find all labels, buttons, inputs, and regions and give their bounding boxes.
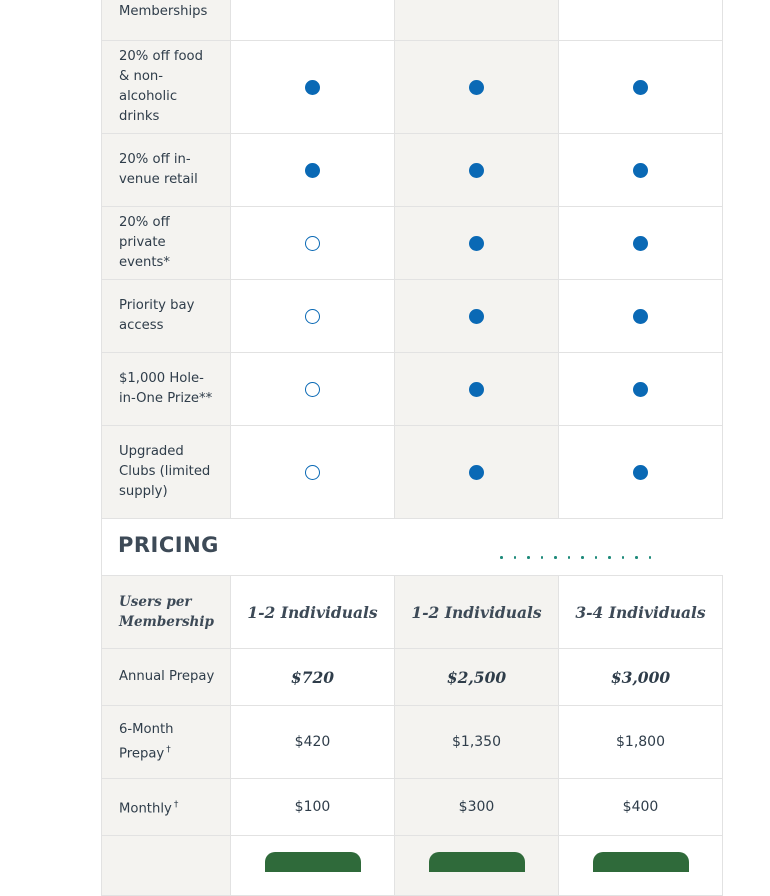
included-dot-icon <box>469 163 484 178</box>
feature-cell <box>559 426 723 519</box>
feature-label: 20% off private events* <box>101 207 231 280</box>
users-cell: 1-2 Individuals <box>231 576 395 649</box>
feature-label: 20% off food & non-alcoholic drinks <box>101 41 231 134</box>
included-dot-icon <box>469 465 484 480</box>
feature-cell <box>395 134 559 207</box>
included-dot-icon <box>633 465 648 480</box>
carousel-dot[interactable] <box>568 556 571 559</box>
feature-label: $1,000 Hole-in-One Prize** <box>101 353 231 426</box>
not-included-circle-icon <box>305 236 320 251</box>
monthly-price: $300 <box>395 779 559 836</box>
feature-cell <box>395 0 559 41</box>
feature-cell <box>395 353 559 426</box>
feature-cell <box>559 0 723 41</box>
carousel-dots <box>500 556 651 559</box>
feature-cell <box>231 41 395 134</box>
carousel-dot[interactable] <box>581 556 584 559</box>
button-cell <box>231 836 395 896</box>
select-plan-button[interactable] <box>429 852 525 872</box>
dagger-footnote: † <box>166 744 171 755</box>
not-included-circle-icon <box>305 382 320 397</box>
users-label: Users per Membership <box>101 576 231 649</box>
feature-cell <box>559 134 723 207</box>
not-included-circle-icon <box>305 309 320 324</box>
monthly-price: $400 <box>559 779 723 836</box>
membership-comparison-table <box>101 0 706 853</box>
included-dot-icon <box>633 163 648 178</box>
feature-cell <box>231 207 395 280</box>
carousel-dot[interactable] <box>649 556 652 559</box>
feature-cell <box>231 280 395 353</box>
button-cell <box>559 836 723 896</box>
not-included-circle-icon <box>305 465 320 480</box>
button-cell <box>395 836 559 896</box>
feature-cell <box>231 353 395 426</box>
carousel-dot[interactable] <box>554 556 557 559</box>
carousel-dot[interactable] <box>595 556 598 559</box>
annual-price: $2,500 <box>395 649 559 706</box>
feature-label: Upgraded Clubs (limited supply) <box>101 426 231 519</box>
carousel-dot[interactable] <box>608 556 611 559</box>
select-plan-button[interactable] <box>265 852 361 872</box>
carousel-dot[interactable] <box>500 556 503 559</box>
six-month-price: $1,350 <box>395 706 559 779</box>
included-dot-icon <box>305 80 320 95</box>
feature-cell <box>559 280 723 353</box>
annual-price: $720 <box>231 649 395 706</box>
feature-label: 20% off in-venue retail <box>101 134 231 207</box>
six-month-price: $420 <box>231 706 395 779</box>
included-dot-icon <box>469 236 484 251</box>
six-month-prepay-label: 6-Month Prepay † <box>101 706 231 779</box>
included-dot-icon <box>469 309 484 324</box>
carousel-dot[interactable] <box>514 556 517 559</box>
features-grid <box>101 0 723 519</box>
feature-label: Priority bay access <box>101 280 231 353</box>
feature-cell <box>395 207 559 280</box>
six-month-price: $1,800 <box>559 706 723 779</box>
feature-cell <box>231 134 395 207</box>
select-plan-button[interactable] <box>593 852 689 872</box>
users-cell: 1-2 Individuals <box>395 576 559 649</box>
button-row-label <box>101 836 231 896</box>
feature-cell <box>559 353 723 426</box>
carousel-dot[interactable] <box>635 556 638 559</box>
included-dot-icon <box>633 236 648 251</box>
dagger-footnote: † <box>173 799 179 810</box>
feature-cell <box>559 41 723 134</box>
monthly-label: Monthly † <box>101 779 231 836</box>
pricing-section-header <box>101 519 723 576</box>
users-cell: 3-4 Individuals <box>559 576 723 649</box>
feature-cell <box>395 280 559 353</box>
carousel-dot[interactable] <box>527 556 530 559</box>
carousel-dot[interactable] <box>622 556 625 559</box>
carousel-dot[interactable] <box>541 556 544 559</box>
included-dot-icon <box>469 80 484 95</box>
annual-prepay-label: Annual Prepay <box>101 649 231 706</box>
feature-cell <box>395 426 559 519</box>
included-dot-icon <box>633 309 648 324</box>
feature-label: Memberships <box>101 0 231 41</box>
feature-cell <box>231 0 395 41</box>
feature-cell <box>395 41 559 134</box>
included-dot-icon <box>305 163 320 178</box>
included-dot-icon <box>633 382 648 397</box>
feature-cell <box>559 207 723 280</box>
included-dot-icon <box>633 80 648 95</box>
feature-cell <box>231 426 395 519</box>
monthly-price: $100 <box>231 779 395 836</box>
pricing-title: PRICING <box>118 533 219 557</box>
annual-price: $3,000 <box>559 649 723 706</box>
included-dot-icon <box>469 382 484 397</box>
pricing-grid <box>101 576 723 896</box>
